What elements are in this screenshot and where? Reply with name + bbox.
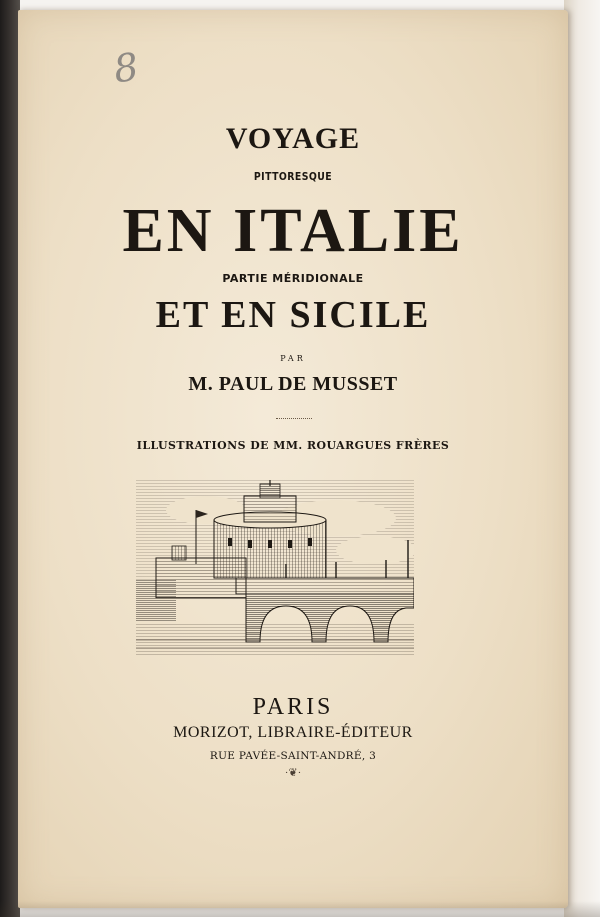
book-spine (0, 0, 20, 917)
illustrations-credit: ILLUSTRATIONS DE MM. ROUARGUES FRÈRES (136, 438, 450, 452)
city-paris: PARIS (252, 694, 334, 720)
castel-sant-angelo-engraving (136, 480, 414, 656)
closing-ornament: ·❦· (284, 767, 302, 779)
subtitle-partie-meridionale: PARTIE MÉRIDIONALE (222, 272, 364, 285)
bottom-shadow (0, 901, 600, 917)
publisher-name: MORIZOT, LIBRAIRE-ÉDITEUR (173, 724, 413, 741)
title-page (18, 10, 568, 908)
publisher-address: RUE PAVÉE-SAINT-ANDRÉ, 3 (209, 750, 377, 762)
title-voyage: VOYAGE (225, 122, 361, 155)
page-edges (564, 0, 600, 917)
dotted-divider (276, 418, 312, 419)
by-label: PAR (280, 354, 306, 363)
title-en-italie: EN ITALIE (122, 197, 464, 265)
author-name: M. PAUL DE MUSSET (188, 373, 398, 395)
title-pittoresque: PITTORESQUE (253, 170, 333, 183)
handwritten-page-number: 8 (111, 44, 142, 92)
title-et-en-sicile: ET EN SICILE (155, 294, 431, 336)
